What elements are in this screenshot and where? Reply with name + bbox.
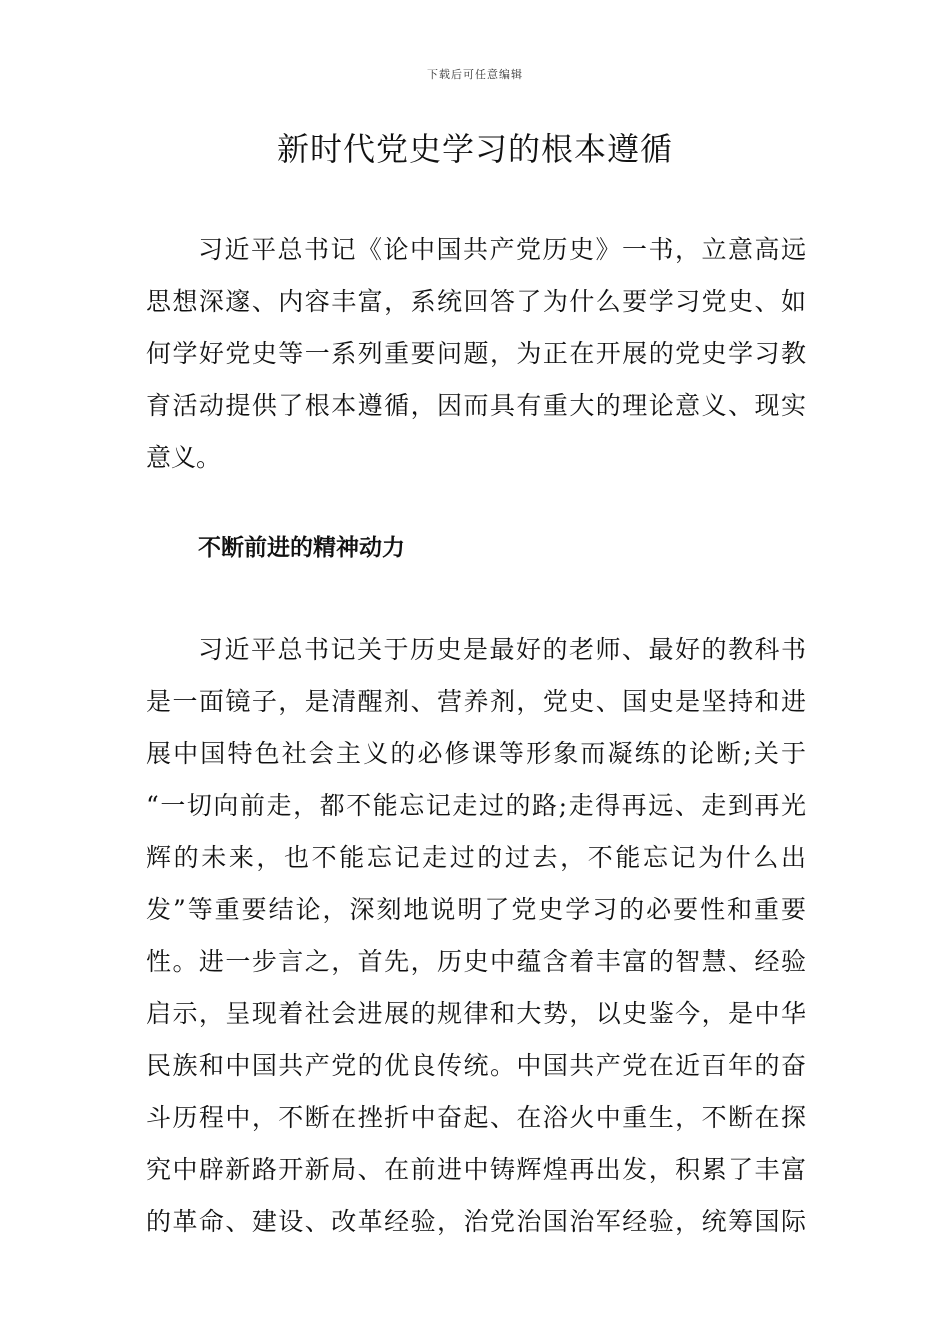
paragraph-line: 是一面镜子，是清醒剂、营养剂，党史、国史是坚持和进 [146,687,806,716]
paragraph-line: “一切向前走，都不能忘记走过的路;走得再远、走到再光 [146,791,806,820]
document-title: 新时代党史学习的根本遵循 [276,130,673,168]
paragraph-line: 斗历程中，不断在挫折中奋起、在浴火中重生，不断在探 [146,1103,806,1132]
paragraph-line: 思想深邃、内容丰富，系统回答了为什么要学习党史、如 [146,287,806,316]
section-heading: 不断前进的精神动力 [198,534,405,561]
header-note: 下载后可任意编辑 [427,68,523,81]
paragraph-line: 启示，呈现着社会进展的规律和大势，以史鉴今，是中华 [146,999,806,1028]
paragraph-line: 究中辟新路开新局、在前进中铸辉煌再出发，积累了丰富 [146,1155,806,1184]
paragraph-line: 民族和中国共产党的优良传统。中国共产党在近百年的奋 [146,1051,806,1080]
paragraph-line: 何学好党史等一系列重要问题，为正在开展的党史学习教 [146,339,806,368]
paragraph-line: 辉的未来，也不能忘记走过的过去，不能忘记为什么出 [146,843,806,872]
paragraph-line: 习近平总书记《论中国共产党历史》一书，立意高远 [198,235,806,264]
paragraph-intro [146,224,806,484]
paragraph-line: 育活动提供了根本遵循，因而具有重大的理论意义、现实 [146,391,806,420]
paragraph-line: 性。进一步言之，首先，历史中蕴含着丰富的智慧、经验 [146,947,806,976]
paragraph-line: 意义。 [146,443,222,472]
paragraph-line: 的革命、建设、改革经验，治党治国治军经验，统筹国际 [146,1207,806,1236]
paragraph-line: 习近平总书记关于历史是最好的老师、最好的教科书 [198,635,806,664]
paragraph-line: 发”等重要结论，深刻地说明了党史学习的必要性和重要 [146,895,806,924]
paragraph-body [146,624,806,1248]
paragraph-line: 展中国特色社会主义的必修课等形象而凝练的论断;关于 [146,739,806,768]
